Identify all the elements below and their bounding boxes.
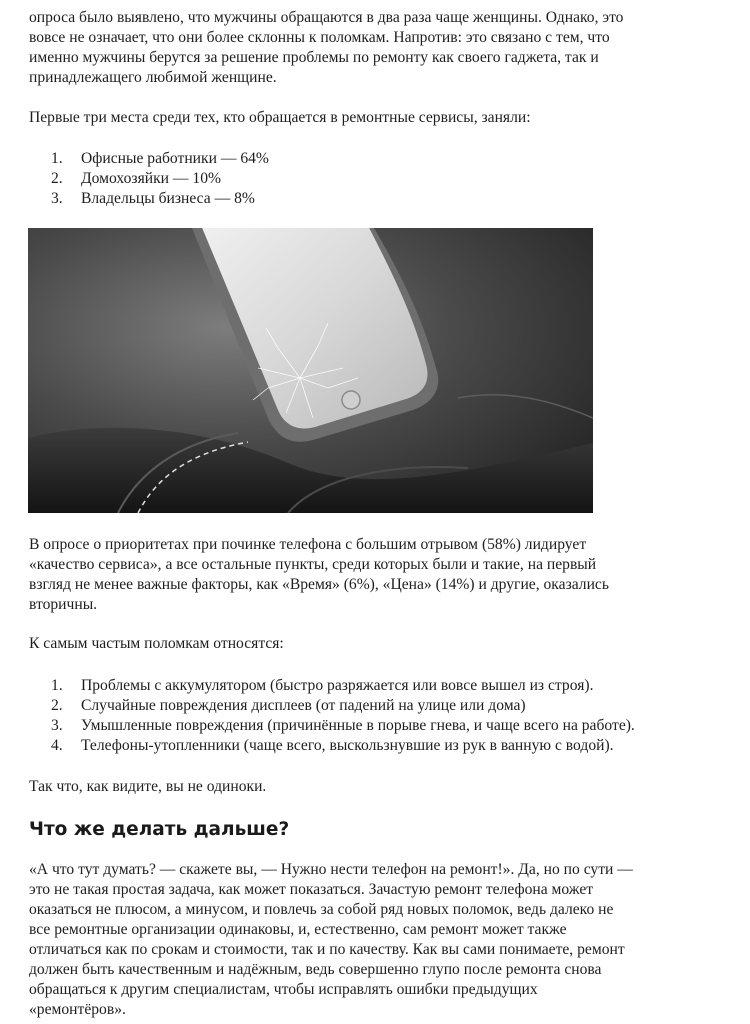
photo-illustration (28, 228, 593, 513)
breakdowns-list (29, 676, 729, 756)
list-item (29, 149, 729, 169)
survey-paragraph (29, 535, 729, 615)
list-item-text: Умышленные повреждения (причинённые в порыве гнева, и чаще всего на работе). (81, 717, 635, 734)
text-line: именно мужчины берутся за решение проблемы по ремонту как своего гаджета, так и (29, 49, 599, 66)
list-item (29, 696, 729, 716)
text-line: отличаться как по срокам и стоимости, так и по качеству. Как вы сами понимаете, ремонт (29, 941, 625, 958)
section-heading: Что же делать дальше? (29, 819, 290, 840)
list-item-text: Владельцы бизнеса — 8% (81, 190, 255, 207)
list-number: 3. (51, 717, 63, 734)
list-number: 1. (51, 150, 63, 167)
text-line: должен быть качественным и надёжным, ведь совершенно глупо после ремонта снова (29, 961, 602, 978)
text-line: «ремонтёров». (29, 1001, 126, 1018)
conclusion-text: Так что, как видите, вы не одиноки. (29, 778, 267, 795)
list-item (29, 676, 729, 696)
list-number: 2. (51, 170, 63, 187)
list-item-text: Телефоны-утопленники (чаще всего, выскользнувшие из рук в ванную с водой). (81, 737, 614, 754)
list-item (29, 189, 729, 209)
list-item-text: Проблемы с аккумулятором (быстро разряжается или вовсе вышел из строя). (81, 677, 594, 694)
list-item (29, 169, 729, 189)
text-line: принадлежащего любимой женщине. (29, 69, 277, 86)
text-line: все ремонтные организации одинаковы, и, естественно, сам ремонт может также (29, 921, 567, 938)
intro-paragraph (29, 8, 729, 88)
text-line: оказаться не плюсом, а минусом, и повлечь за собой ряд новых поломок, ведь далеко не (29, 901, 614, 918)
text-line: В опросе о приоритетах при починке телефона с большим отрывом (58%) лидирует (29, 536, 587, 553)
text-line: обращаться к другим специалистам, чтобы исправлять ошибки предыдущих (29, 981, 538, 998)
list-number: 4. (51, 737, 63, 754)
list-item-text: Офисные работники — 64% (81, 150, 269, 167)
list-number: 1. (51, 677, 63, 694)
broken-phone-photo (28, 228, 593, 513)
top-three-list (29, 149, 729, 209)
list-item-text: Случайные повреждения дисплеев (от падений на улице или дома) (81, 697, 526, 714)
text-line: «А что тут думать? — скажете вы, — Нужно нести телефон на ремонт!». Да, но по сути — (29, 861, 633, 878)
breakdowns-intro: К самым частым поломкам относятся: (29, 635, 284, 652)
text-line: «качество сервиса», а все остальные пункты, среди которых были и такие, на первый (29, 556, 597, 573)
text-line: это не такая простая задача, как может показаться. Зачастую ремонт телефона может (29, 881, 594, 898)
list-item-text: Домохозяйки — 10% (81, 170, 221, 187)
text-line: взгляд не менее важные факторы, как «Время» (6%), «Цена» (14%) и другие, оказались (29, 576, 609, 593)
list-item (29, 716, 729, 736)
list-number: 2. (51, 697, 63, 714)
final-paragraph (29, 860, 729, 1020)
list-number: 3. (51, 190, 63, 207)
text-line: опроса было выявлено, что мужчины обращаются в два раза чаще женщины. Однако, это (29, 9, 624, 26)
top-three-intro: Первые три места среди тех, кто обращается в ремонтные сервисы, заняли: (29, 109, 531, 126)
text-line: вовсе не означает, что они более склонны к поломкам. Напротив: это связано с тем, что (29, 29, 610, 46)
list-item (29, 736, 729, 756)
text-line: вторичны. (29, 596, 98, 613)
